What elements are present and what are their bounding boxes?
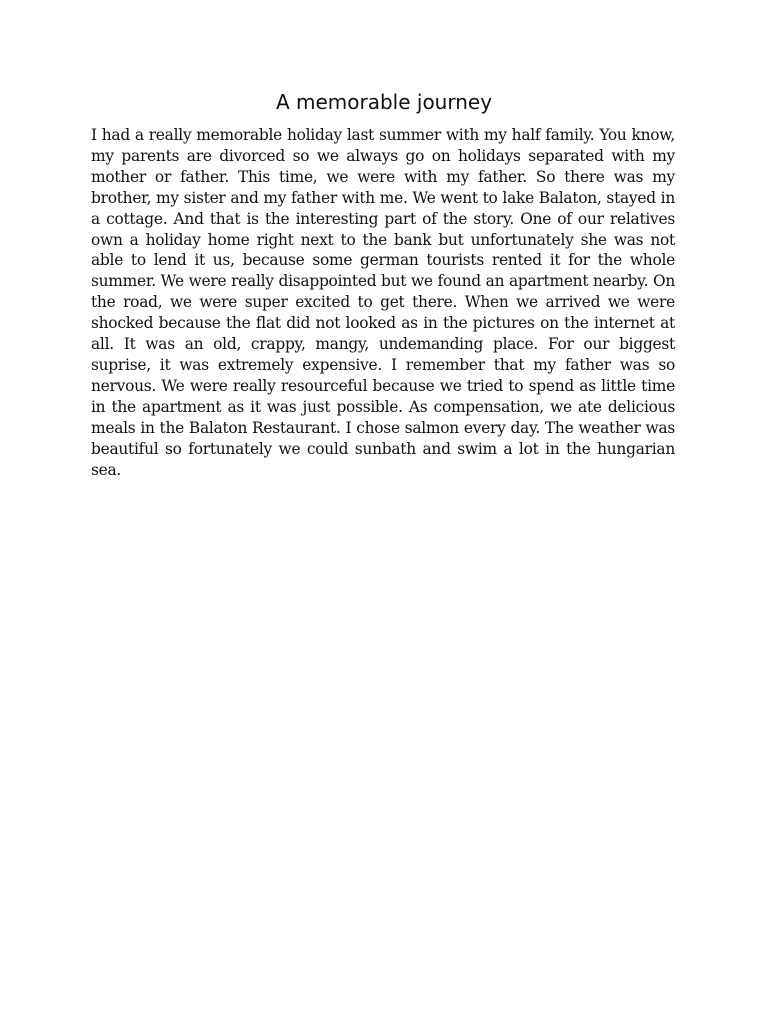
document-body-paragraph: I had a really memorable holiday last summer with my half family. You know, my parents are divorced so we always go on holidays separated with my mother or father. This time, we were with my father. So there was my brother, my sister and my father with me. We went to lake Balaton, stayed in a cottage. And that is the interesting part of the story. One of our relatives own a holiday home right next to the bank but unfortunately she was not able to lend it us, because some german tourists rented it for the whole summer. We were really disappointed but we found an apartment nearby. On the road, we were super excited to get there. When we arrived we were shocked because the flat did not looked as in the pictures on the internet at all. It was an old, crappy, mangy, undemanding place. For our biggest suprise, it was extremely expensive. I remember that my father was so nervous. We were really resourceful because we tried to spend as little time in the apartment as it was just possible. As compensation, we ate delicious meals in the Balaton Restaurant. I chose salmon every day. The weather was beautiful so fortunately we could sunbath and swim a lot in the hungarian sea. [91,126,675,479]
document-title: A memorable journey [275,90,493,114]
